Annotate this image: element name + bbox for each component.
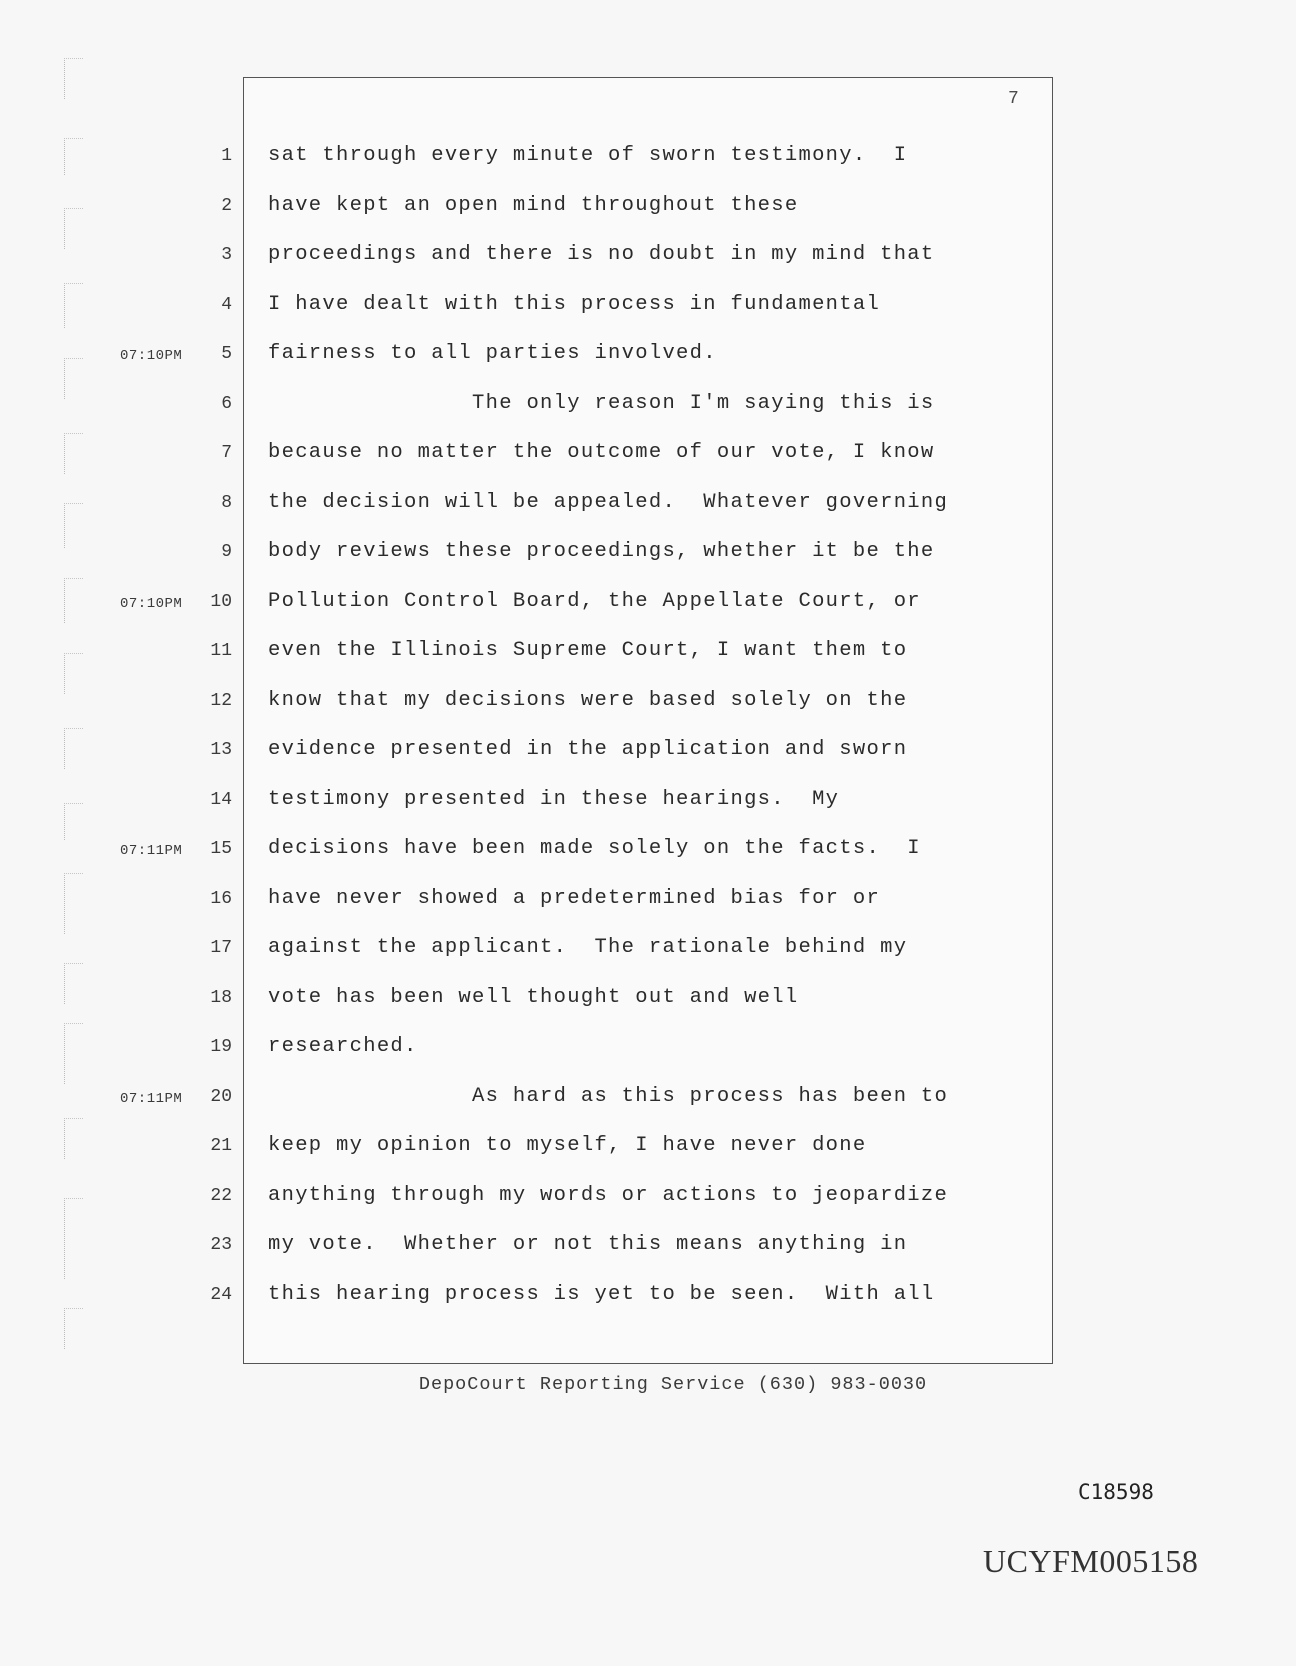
line-timestamp: 07:11PM (120, 1090, 183, 1107)
transcript-line (0, 140, 1296, 180)
line-number: 19 (210, 1037, 232, 1057)
line-text: evidence presented in the application and sworn (268, 738, 908, 761)
transcript-line (0, 1279, 1296, 1319)
transcript-line (0, 635, 1296, 675)
line-number: 8 (221, 492, 232, 513)
line-text: The only reason I'm saying this is (268, 391, 935, 415)
line-text: testimony presented in these hearings. My (268, 787, 840, 811)
line-timestamp: 07:10PM (120, 348, 183, 364)
line-number: 11 (210, 641, 232, 661)
line-number: 20 (210, 1086, 232, 1107)
transcript-line (0, 685, 1296, 725)
line-number: 2 (221, 195, 232, 216)
line-text: the decision will be appealed. Whatever governing (268, 490, 949, 514)
transcript-line (0, 190, 1296, 230)
transcript-line (0, 1081, 1296, 1121)
transcript-line (0, 784, 1296, 824)
transcript-line (0, 239, 1296, 279)
line-text: this hearing process is yet to be seen. With all (268, 1282, 935, 1306)
line-timestamp: 07:11PM (120, 843, 183, 859)
transcript-line (0, 586, 1296, 626)
line-number: 21 (210, 1136, 232, 1156)
transcript-line (0, 734, 1296, 774)
line-text: body reviews these proceedings, whether it be the (268, 540, 935, 563)
binder-mark (64, 58, 83, 99)
page-number: 7 (1008, 89, 1019, 109)
line-text: Pollution Control Board, the Appellate Court, or (268, 589, 921, 613)
line-text: vote has been well thought out and well (268, 985, 799, 1009)
line-text: even the Illinois Supreme Court, I want them to (268, 639, 908, 662)
transcript-line (0, 1229, 1296, 1269)
line-text: anything through my words or actions to jeopardize (268, 1183, 949, 1207)
line-number: 13 (210, 740, 232, 760)
transcript-line (0, 487, 1296, 527)
line-number: 15 (210, 839, 232, 859)
line-number: 12 (210, 690, 232, 711)
line-number: 4 (221, 294, 232, 315)
line-number: 7 (221, 443, 232, 463)
transcript-line (0, 289, 1296, 329)
transcript-line (0, 437, 1296, 477)
line-number: 3 (221, 245, 232, 265)
line-text: decisions have been made solely on the facts. I (268, 837, 921, 860)
line-number: 10 (210, 591, 232, 612)
transcript-line (0, 388, 1296, 428)
transcript-line (0, 1031, 1296, 1071)
line-number: 9 (221, 542, 232, 562)
line-number: 1 (221, 146, 232, 166)
line-number: 17 (210, 938, 232, 958)
line-text: I have dealt with this process in fundamental (268, 292, 881, 316)
line-text: keep my opinion to myself, I have never done (268, 1134, 867, 1157)
line-number: 22 (210, 1185, 232, 1206)
line-text: sat through every minute of sworn testimony. I (268, 144, 908, 167)
line-number: 16 (210, 888, 232, 909)
line-text: against the applicant. The rationale behind my (268, 936, 908, 959)
line-text: proceedings and there is no doubt in my mind that (268, 243, 935, 266)
transcript-line (0, 982, 1296, 1022)
transcript-line (0, 833, 1296, 873)
transcript-line (0, 1180, 1296, 1220)
line-number: 14 (210, 789, 232, 810)
transcript-line (0, 1130, 1296, 1170)
line-text: have kept an open mind throughout these (268, 193, 799, 217)
line-text: my vote. Whether or not this means anything in (268, 1233, 908, 1256)
transcript-line (0, 338, 1296, 378)
transcript-line (0, 536, 1296, 576)
reporting-service-footer: DepoCourt Reporting Service (630) 983-0030 (418, 1374, 928, 1395)
line-text: As hard as this process has been to (268, 1084, 949, 1108)
line-text: fairness to all parties involved. (268, 342, 717, 365)
line-number: 5 (221, 344, 232, 364)
bates-number: UCYFM005158 (983, 1543, 1199, 1579)
line-number: 23 (210, 1235, 232, 1255)
line-number: 18 (210, 987, 232, 1008)
line-text: because no matter the outcome of our vote, I know (268, 441, 935, 464)
line-timestamp: 07:10PM (120, 595, 183, 612)
transcript-line (0, 932, 1296, 972)
line-text: know that my decisions were based solely on the (268, 688, 908, 712)
transcript-line (0, 883, 1296, 923)
line-number: 6 (221, 393, 232, 414)
line-text: have never showed a predetermined bias for or (268, 886, 881, 910)
line-text: researched. (268, 1035, 418, 1058)
stamp-code: C18598 (1078, 1480, 1154, 1504)
line-number: 24 (210, 1284, 232, 1305)
